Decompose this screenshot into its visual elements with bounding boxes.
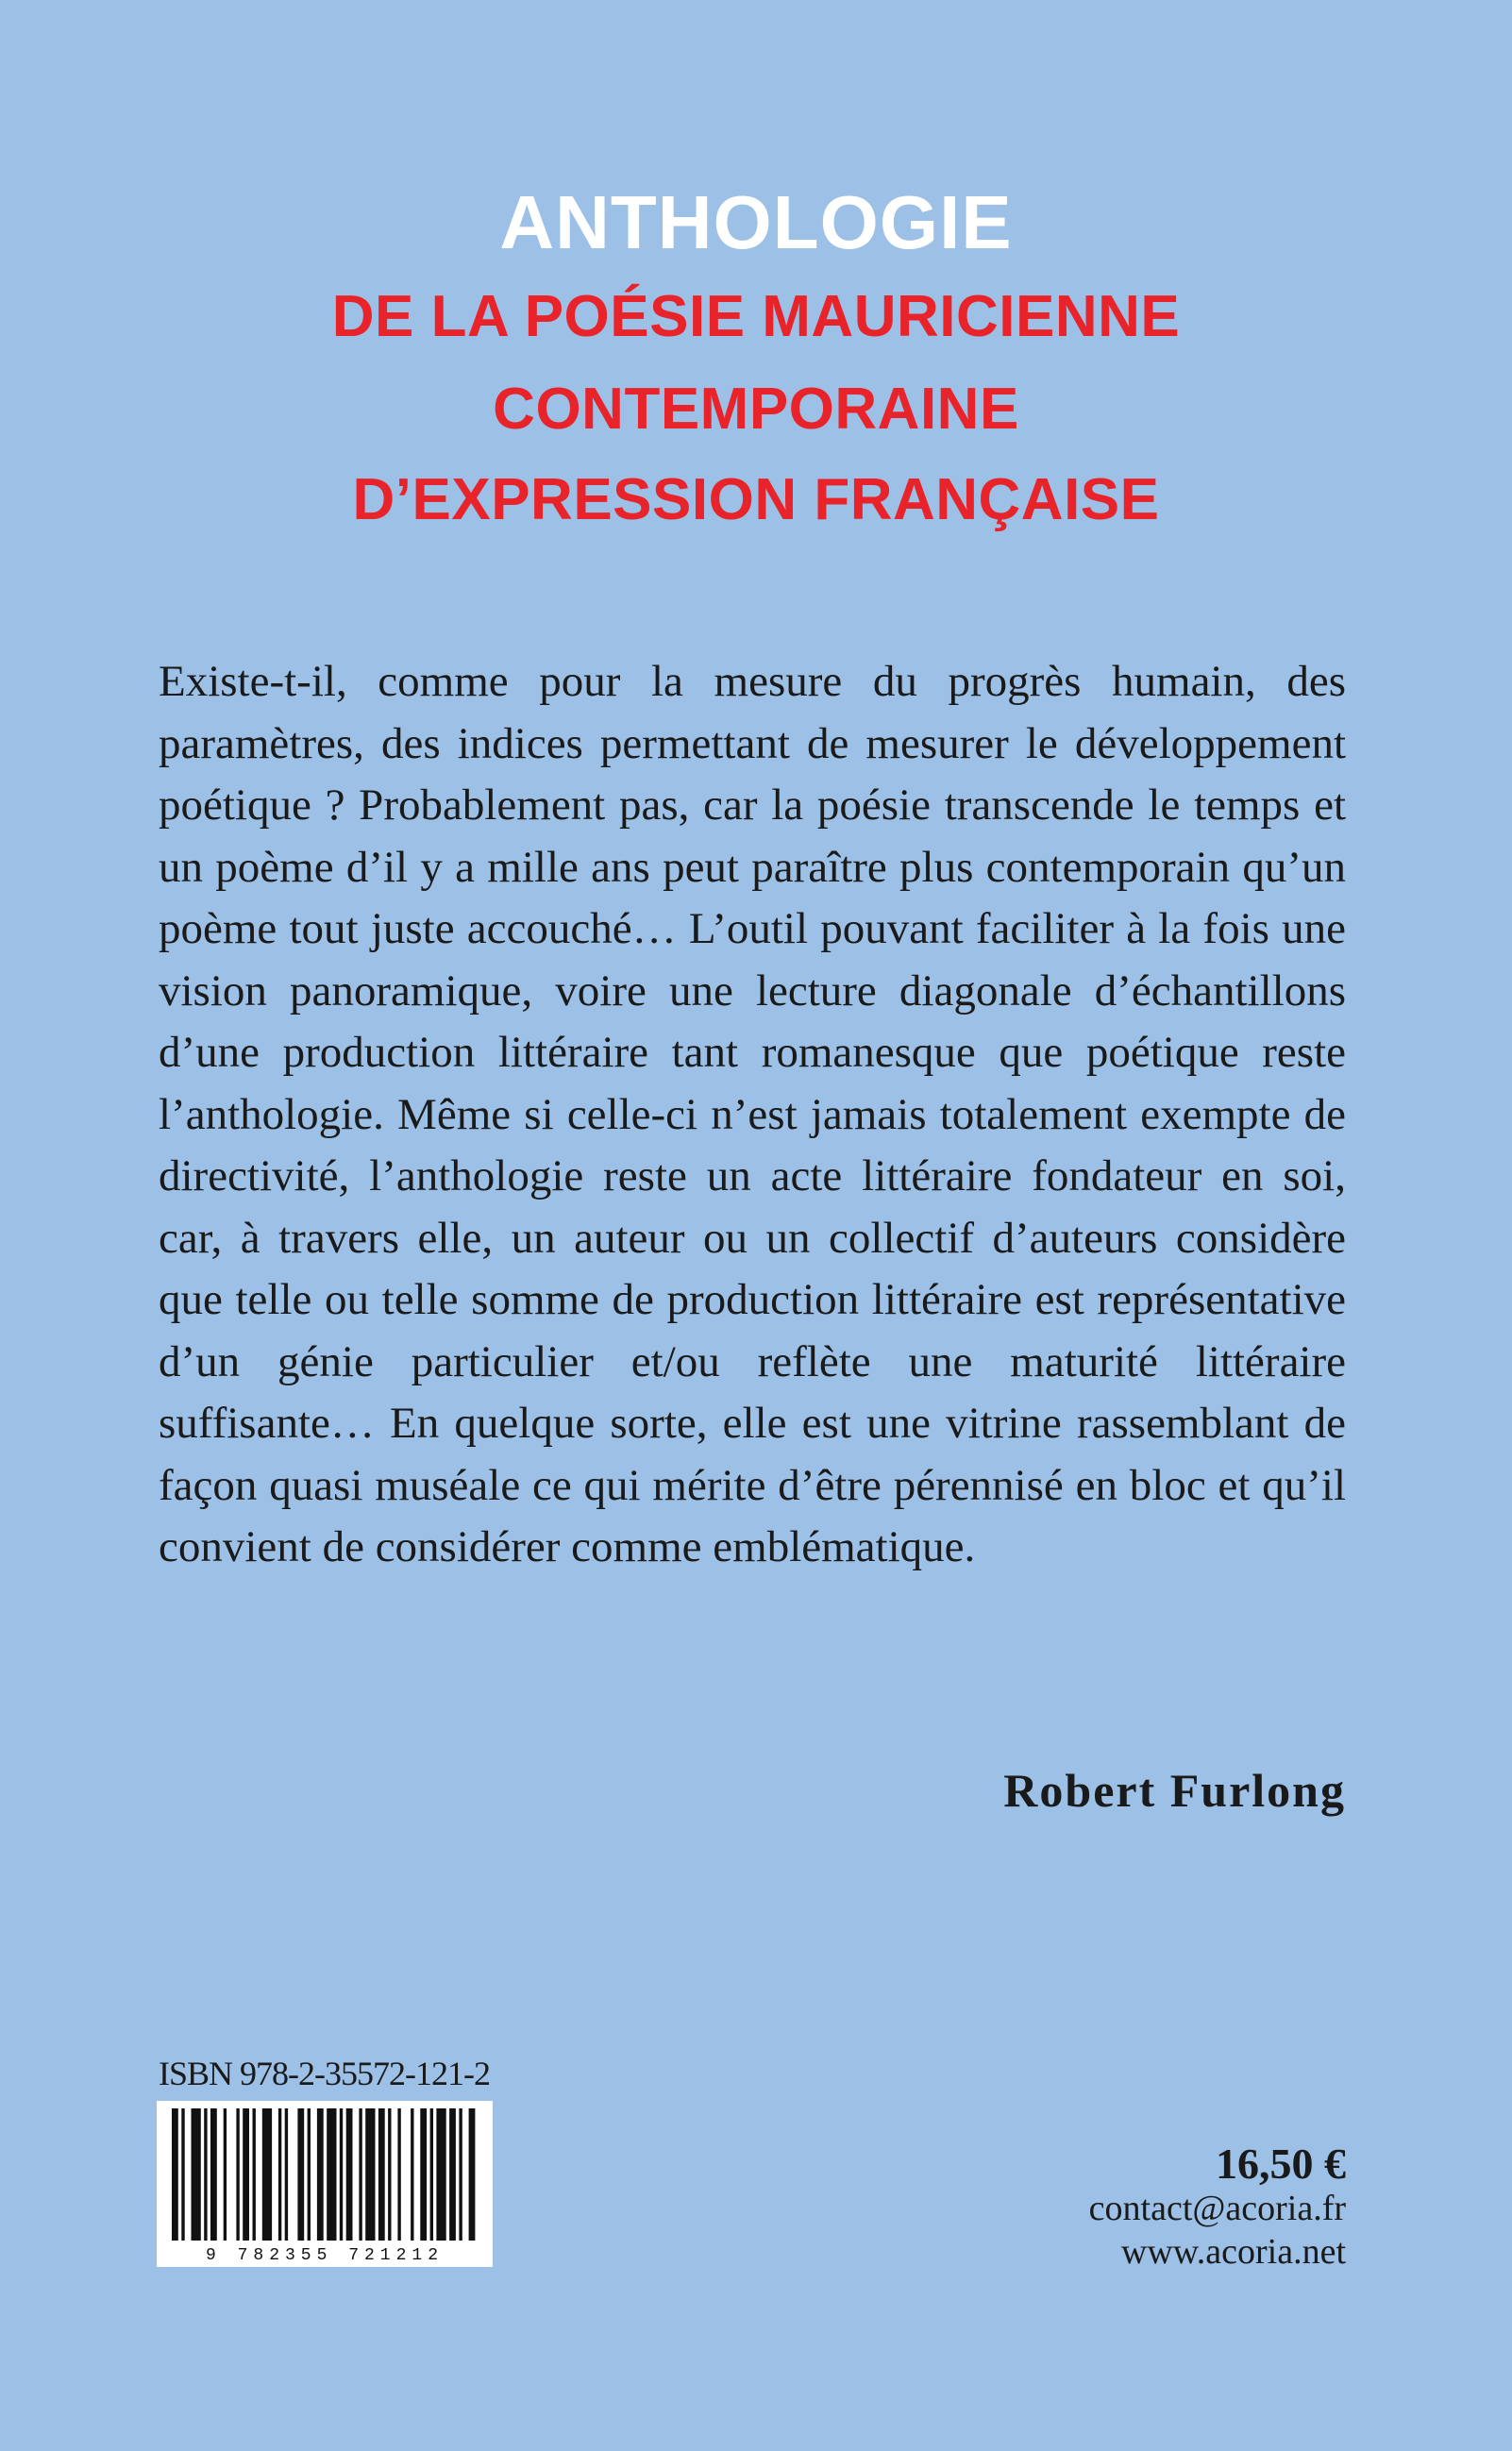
contact-email: contact@acoria.fr bbox=[1088, 2189, 1346, 2228]
subtitle-line-2: CONTEMPORAINE bbox=[493, 377, 1019, 442]
barcode-image bbox=[157, 2101, 493, 2267]
isbn-label: ISBN 978-2-35572-121-2 bbox=[159, 2055, 490, 2092]
book-title: ANTHOLOGIE bbox=[499, 180, 1013, 264]
barcode bbox=[157, 2101, 493, 2267]
subtitle-line-3: D’EXPRESSION FRANÇAISE bbox=[352, 467, 1160, 532]
barcode-digits: 9 782355 721212 bbox=[205, 2246, 445, 2265]
blurb-text: Existe-t-il, comme pour la mesure du progrès humain, des paramètres, des indices permettant de mesurer le développement poétique ? Probablement pas, car la poésie transcende le temps et un poème d’il y a mille ans peut paraître plus contemporain qu’un poème tout juste accouché… L’outil pouvant faciliter à la fois une vision panoramique, voire une lecture diagonale d’échantillons d’une production littéraire tant romanesque que poétique reste l’anthologie. Même si celle-ci n’est jamais totalement exempte de directivité, l’anthologie reste un acte littéraire fondateur en soi, car, à travers elle, un auteur ou un collectif d’auteurs considère que telle ou telle somme de production littéraire est représentative d’un génie particulier et/ou reflète une maturité littéraire suffisante… En quelque sorte, elle est une vitrine rassemblant de façon quasi muséale ce qui mérite d’être pérennisé en bloc et qu’il convient de considérer comme emblématique. bbox=[159, 657, 1346, 1571]
author-name: Robert Furlong bbox=[1003, 1764, 1346, 1817]
price: 16,50 € bbox=[1216, 2140, 1346, 2188]
publisher-website: www.acoria.net bbox=[1120, 2232, 1346, 2272]
subtitle-line-1: DE LA POÉSIE MAURICIENNE bbox=[331, 284, 1181, 349]
